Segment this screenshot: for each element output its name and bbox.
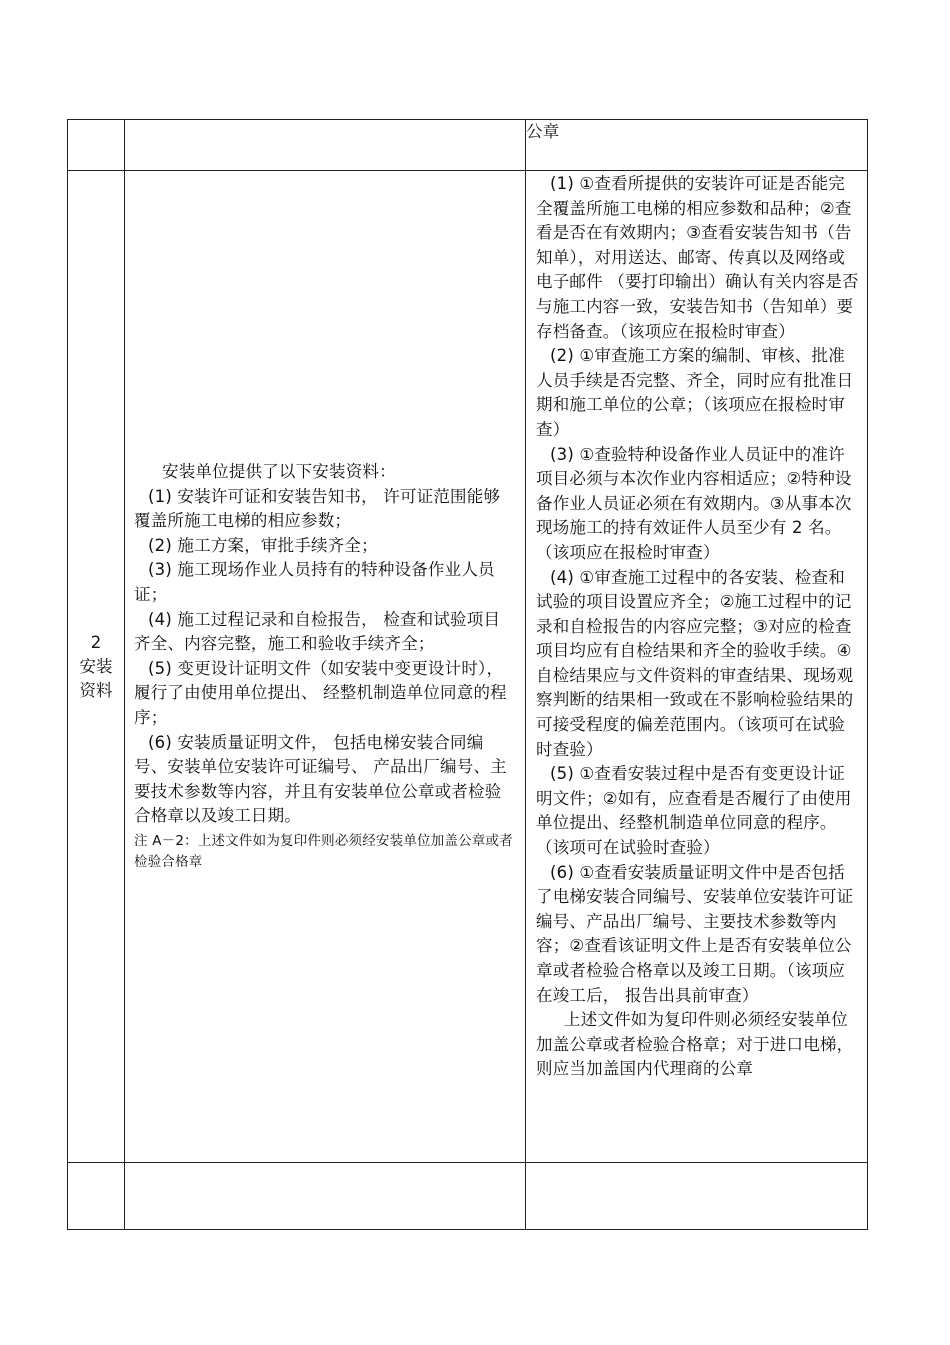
table-row-continuation (68, 120, 868, 171)
cell-inspection-methods (526, 171, 868, 1163)
item-category-line2: 资料 (79, 680, 113, 700)
method-item-3: (3) ①查验特种设备作业人员证中的准许项目必须与本次作业内容相适应；②特种设备作业人员证必须在有效期内。③从事本次现场施工的持有效证件人员至少有 2 名。（该项应在报检时审查） (536, 444, 852, 562)
method-item-6: (6) ①查看安装质量证明文件中是否包括了电梯安装合同编号、安装单位安装许可证编号、产品出厂编号、主要技术参数等内容；②查看该证明文件上是否有安装单位公章或者检验合格章以及竣工日期。（该项应在竣工后， 报告出具前审查） (536, 862, 854, 1005)
cell-number-empty (68, 120, 125, 171)
requirements-note: 注 A－2：上述文件如为复印件则必须经安装单位加盖公章或者检验合格章 (134, 832, 513, 870)
cell-requirements (125, 171, 526, 1163)
item-number: 2 (90, 632, 102, 652)
requirement-item-2: (2) 施工方案，审批手续齐全； (148, 535, 378, 555)
requirements-intro: 安装单位提供了以下安装资料： (162, 462, 396, 482)
requirement-item-4: (4) 施工过程记录和自检报告， 检查和试验项目齐全、内容完整，施工和验收手续齐全； (134, 609, 501, 654)
methods-closing: 上述文件如为复印件则必须经安装单位加盖公章或者检验合格章；对于进口电梯，则应当加盖国内代理商的公章 (536, 1010, 854, 1079)
inspection-table (67, 119, 868, 1230)
method-item-1: (1) ①查看所提供的安装许可证是否能完全覆盖所施工电梯的相应参数和品种；②查看是否在有效期内；③查看安装告知书（告知单），对用送达、邮寄、传真以及网络或电子邮件 （要打印输出）确认有关内容是否与施工内容一致，安装告知书（告知单）要存档备查。（该项应在报检时审查） (536, 174, 859, 341)
cell-method-continuation (526, 120, 868, 171)
cell-empty-3 (526, 1163, 868, 1230)
method-item-5: (5) ①查看安装过程中是否有变更设计证明文件；②如有，应查看是否履行了由使用单位提出、经整机制造单位同意的程序。（该项可在试验时查验） (536, 764, 852, 858)
seal-text: 公章 (526, 122, 560, 141)
cell-empty-2 (125, 1163, 526, 1230)
table-row-installation-docs (68, 171, 868, 1163)
requirement-item-3: (3) 施工现场作业人员持有的特种设备作业人员证； (134, 560, 495, 605)
method-item-2: (2) ①审查施工方案的编制、审核、批准人员手续是否完整、齐全，同时应有批准日期和施工单位的公章；（该项应在报检时审查） (536, 346, 854, 439)
requirement-item-1: (1) 安装许可证和安装告知书， 许可证范围能够覆盖所施工电梯的相应参数； (134, 486, 501, 531)
cell-item-number (68, 171, 125, 1163)
cell-requirements-empty (125, 120, 526, 171)
method-item-4: (4) ①审查施工过程中的各安装、检查和试验的项目设置应齐全；②施工过程中的记录和自检报告的内容应完整；③对应的检查项目均应有自检结果和齐全的验收手续。④自检结果应与文件资料的审查结果、现场观察判断的结果相一致或在不影响检验结果的可接受程度的偏差范围内。（该项可在试验时查验） (536, 567, 854, 759)
requirement-item-5: (5) 变更设计证明文件（如安装中变更设计时），履行了由使用单位提出、 经整机制造单位同意的程序； (134, 658, 507, 727)
table-row-empty (68, 1163, 868, 1230)
cell-empty-1 (68, 1163, 125, 1230)
item-category-line1: 安装 (79, 656, 113, 676)
requirement-item-6: (6) 安装质量证明文件， 包括电梯安装合同编号、安装单位安装许可证编号、 产品出厂编号、主要技术参数等内容，并且有安装单位公章或者检验合格章以及竣工日期。 (134, 732, 507, 826)
